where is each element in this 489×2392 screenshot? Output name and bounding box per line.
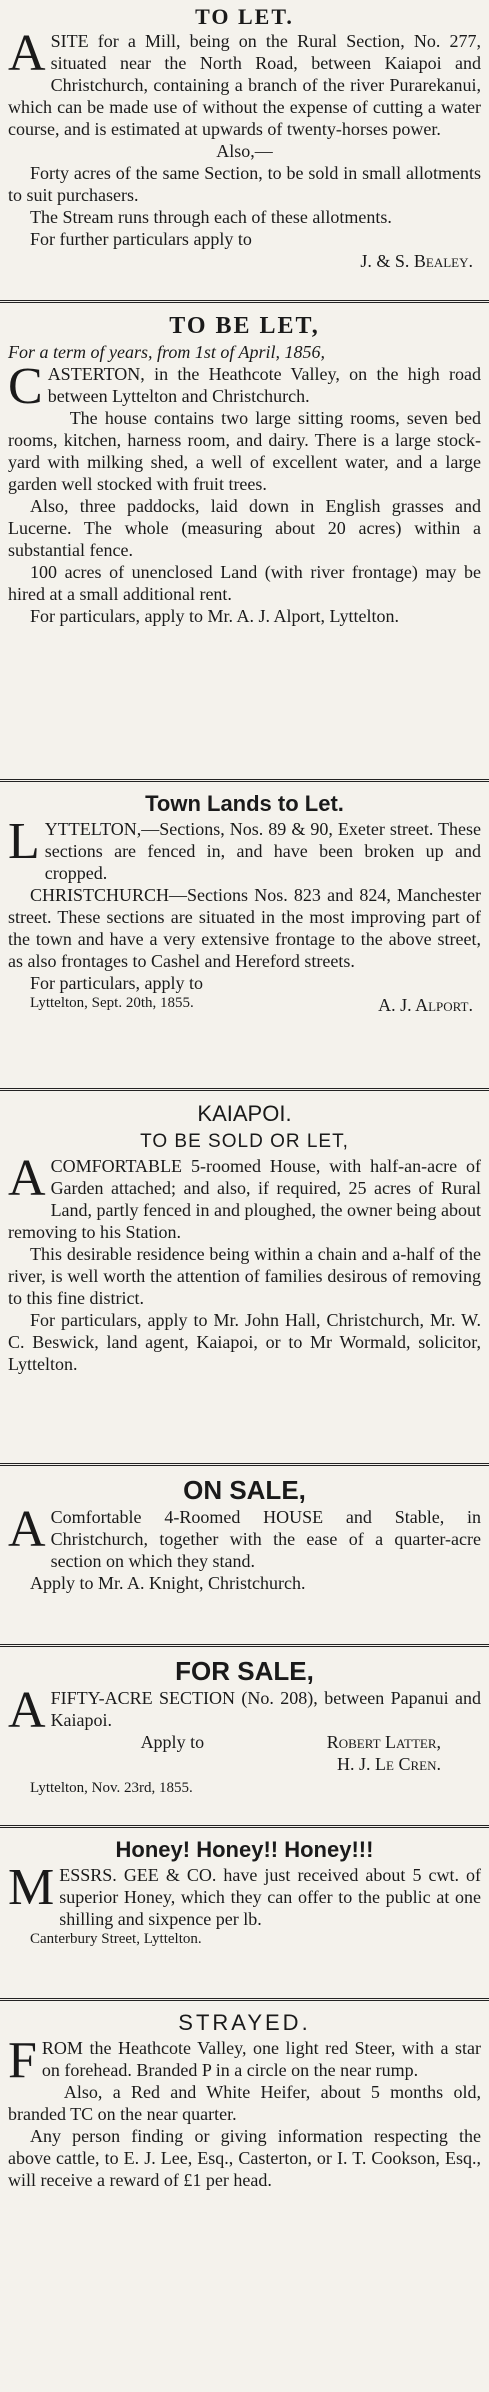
ad-paragraph: Also, three paddocks, laid down in English grasses and Lucerne. The whole (measuring about 20 acres) within a substantial fence.	[8, 496, 481, 560]
ad-paragraph: For further particulars apply to	[30, 229, 252, 249]
ad-heading: TO LET.	[195, 4, 294, 29]
ad-lead-text: FIFTY-ACRE SECTION (No. 208), between Papanui and Kaiapoi.	[50, 1688, 481, 1730]
drop-cap: C	[8, 358, 43, 415]
ad-paragraph: Apply to Mr. A. Knight, Christchurch.	[30, 1573, 306, 1593]
ad-heading: STRAYED.	[178, 2010, 311, 2035]
ad-heading: TO BE LET,	[169, 313, 320, 339]
ad-lead-paragraph	[8, 358, 481, 415]
ad-lead-text: Comfortable 4-Roomed HOUSE and Stable, in Christchurch, together with the ease of a quarter-acre section on which they stand.	[50, 1507, 481, 1571]
apply-label: Apply to	[140, 1732, 205, 1752]
ad-paragraph: This desirable residence being within a chain and a-half of the river, is well worth the attention of families desirous of removing to this fine district.	[8, 1244, 481, 1308]
ad-honey	[0, 1828, 489, 1998]
ad-subheading: For a term of years, from 1st of April, 1856,	[8, 342, 326, 362]
ad-paragraph: For particulars, apply to Mr. John Hall, Christchurch, Mr. W. C. Beswick, land agent, Kaiapoi, or to Mr Wormald, solicitor, Lyttelton.	[8, 1310, 481, 1374]
ad-lead-text: SITE for a Mill, being on the Rural Section, No. 277, situated near the North Road, between Kaiapoi and Christchurch, containing a branch of the river Purarekanui, which can be made use of without the expense of cutting a water course, and is estimated at upwards of twenty-horses power.	[8, 31, 481, 139]
ad-heading: FOR SALE,	[175, 1656, 314, 1686]
drop-cap: L	[8, 813, 40, 870]
drop-cap: A	[8, 1682, 46, 1739]
ad-paragraph: 100 acres of unenclosed Land (with river frontage) may be hired at a small additional rent.	[8, 562, 481, 604]
ad-paragraph: CHRISTCHURCH—Sections Nos. 823 and 824, Manchester street. These sections are situated in the most improving part of the town and have a very extensive frontage to the above street, as also frontages to Cashel and Hereford streets.	[8, 885, 481, 971]
ad-signature: J. & S. Bealey.	[360, 251, 473, 271]
ad-paragraph: The house contains two large sitting rooms, seven bed rooms, kitchen, harness room, and dairy. There is a large stock-yard with milking shed, a well of excellent water, and a large garden well stocked with fruit trees.	[8, 408, 481, 494]
ad-lead-text: ROM the Heathcote Valley, one light red Steer, with a star on forehead. Branded P in a circle on the near rump.	[41, 2038, 481, 2080]
ad-lead-text: ESSRS. GEE & CO. have just received about 5 cwt. of superior Honey, which they can offer to the public at one shilling and sixpence per lb.	[59, 1865, 481, 1929]
ad-lead-paragraph	[8, 25, 481, 140]
ad-kaiapoi-to-be-sold-or-let	[0, 1091, 489, 1463]
drop-cap: M	[8, 1859, 55, 1916]
ad-lead-paragraph	[8, 1859, 481, 1930]
dateline-signature-row	[8, 994, 481, 1016]
drop-cap: A	[8, 25, 46, 82]
ad-to-let-mill-site	[0, 0, 489, 300]
ad-lead-paragraph	[8, 813, 481, 884]
drop-cap: F	[8, 2032, 37, 2089]
ad-dateline: Lyttelton, Nov. 23rd, 1855.	[30, 1780, 193, 1796]
ad-lead-paragraph	[8, 1150, 481, 1243]
ad-on-sale-house	[0, 1466, 489, 1644]
ad-signature: A. J. Alport.	[378, 995, 473, 1015]
also-line: Also,—	[216, 141, 273, 161]
ad-heading: Town Lands to Let.	[145, 791, 344, 816]
drop-cap: A	[8, 1150, 46, 1207]
ad-subheading: TO BE SOLD OR LET,	[140, 1131, 349, 1152]
ad-dateline: Lyttelton, Sept. 20th, 1855.	[30, 995, 194, 1011]
ad-signature: H. J. Le Cren.	[337, 1754, 441, 1774]
ad-town-lands-to-let	[0, 782, 489, 1088]
ad-strayed	[0, 2001, 489, 2381]
ad-heading: Honey! Honey!! Honey!!!	[115, 1837, 374, 1862]
ad-paragraph: Any person finding or giving information respecting the above cattle, to E. J. Lee, Esq., Casterton, or I. T. Cookson, Esq., will receive a reward of £1 per head.	[8, 2126, 481, 2190]
ad-signature: Robert Latter,	[326, 1732, 441, 1752]
ad-for-sale-section	[0, 1647, 489, 1825]
ad-lead-paragraph	[8, 2032, 481, 2089]
ad-to-be-let-casterton	[0, 303, 489, 779]
ad-paragraph: For particulars, apply to Mr. A. J. Alport, Lyttelton.	[30, 606, 399, 626]
ad-lead-text: ASTERTON, in the Heathcote Valley, on the high road between Lyttelton and Christchurch.	[47, 364, 481, 406]
ad-lead-text: YTTELTON,—Sections, Nos. 89 & 90, Exeter street. These sections are fenced in, and have been broken up and cropped.	[44, 819, 481, 883]
apply-row	[51, 1731, 481, 1753]
ad-dateline: Canterbury Street, Lyttelton.	[30, 1931, 202, 1947]
ad-lead-paragraph	[8, 1682, 481, 1739]
ad-paragraph: Forty acres of the same Section, to be sold in small allotments to suit purchasers.	[8, 163, 481, 205]
ad-lead-paragraph	[8, 1501, 481, 1572]
ad-lead-text: COMFORTABLE 5-roomed House, with half-an-acre of Garden attached; and also, if required, 25 acres of Rural Land, partly fenced in and ploughed, the owner being about removing to his Station.	[8, 1156, 481, 1242]
ad-heading: ON SALE,	[183, 1475, 306, 1505]
ad-paragraph: Also, a Red and White Heifer, about 5 months old, branded TC on the near quarter.	[8, 2082, 481, 2124]
ad-paragraph: The Stream runs through each of these allotments.	[30, 207, 392, 227]
drop-cap: A	[8, 1501, 46, 1558]
ad-heading: KAIAPOI.	[197, 1101, 292, 1126]
ad-paragraph: For particulars, apply to	[30, 973, 203, 993]
